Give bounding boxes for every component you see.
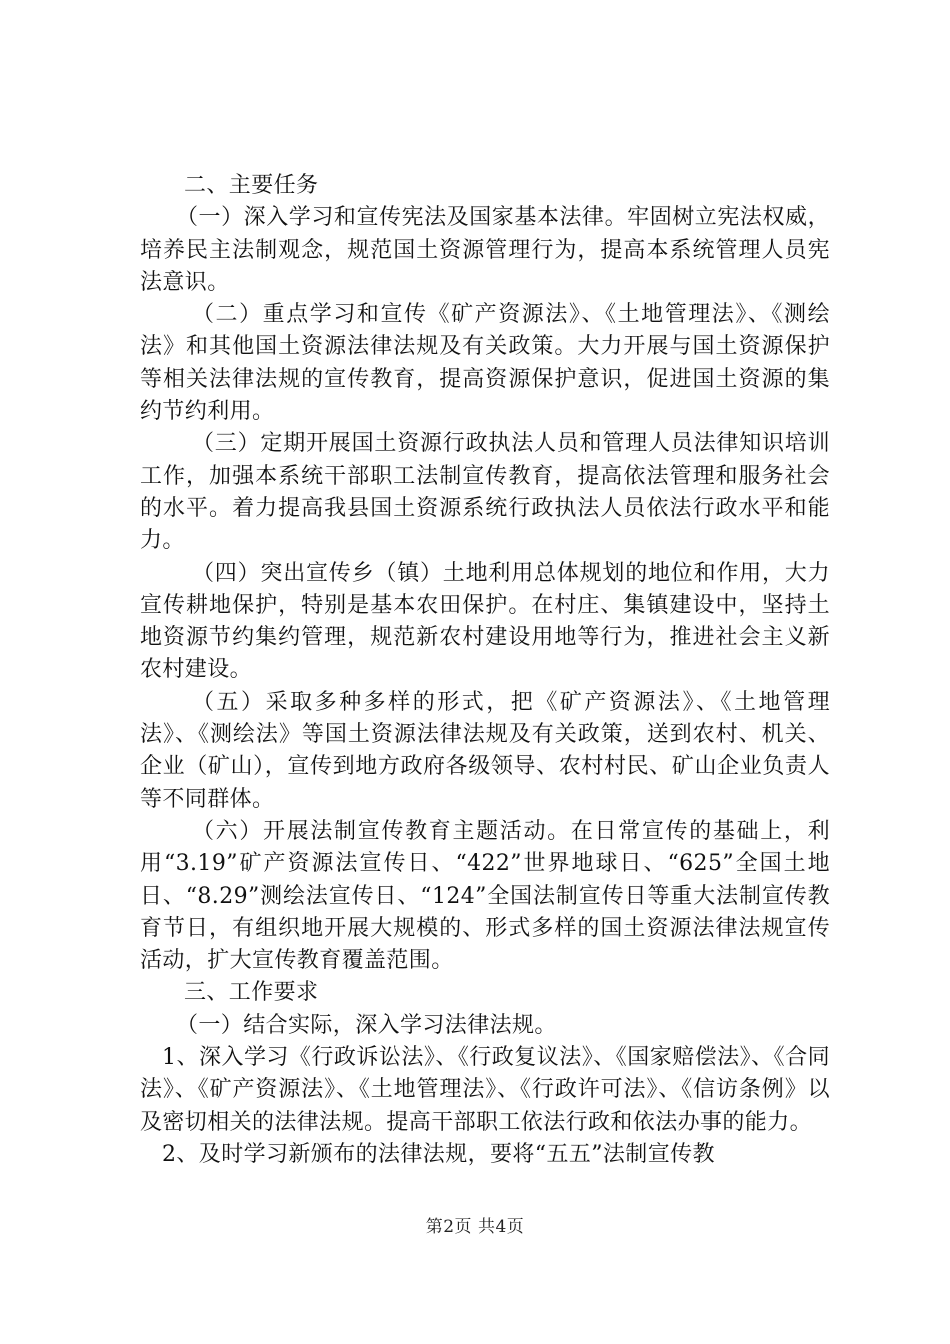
paragraph-task-4: （四）突出宣传乡（镇）土地利用总体规划的地位和作用，大力宣传耕地保护，特别是基本农田保护。在村庄、集镇建设中，坚持土地资源节约集约管理，规范新农村建设用地等行为，推进社会主义新农村建设。 [140, 560, 830, 683]
section-heading-main-tasks: 二、主要任务 [184, 173, 319, 198]
paragraph-task-5: （五）采取多种多样的形式，把《矿产资源法》、《土地管理法》、《测绘法》等国土资源法律法规及有关政策，送到农村、机关、企业（矿山），宣传到地方政府各级领导、农村村民、矿山企业负责人等不同群体。 [140, 689, 830, 812]
paragraph-task-2: （二）重点学习和宣传《矿产资源法》、《土地管理法》、《测绘法》和其他国土资源法律法规及有关政策。大力开展与国土资源保护等相关法律法规的宣传教育，提高资源保护意识，促进国土资源的集约节约利用。 [140, 302, 830, 425]
section-heading-work-requirements: 三、工作要求 [184, 980, 319, 1006]
paragraph-task-1: （一）深入学习和宣传宪法及国家基本法律。牢固树立宪法权威，培养民主法制观念，规范国土资源管理行为，提高本系统管理人员宪法意识。 [140, 205, 830, 295]
paragraph-task-3: （三）定期开展国土资源行政执法人员和管理人员法律知识培训工作，加强本系统干部职工法制宣传教育，提高依法管理和服务社会的水平。着力提高我县国土资源系统行政执法人员依法行政水平和能力。 [140, 431, 830, 554]
paragraph-requirement-1: （一）结合实际，深入学习法律法规。 [176, 1012, 557, 1038]
document-body [140, 170, 830, 1171]
page-number-footer: 第2页 共4页 [425, 1217, 525, 1237]
paragraph-requirement-1-item-1: 1、深入学习《行政诉讼法》、《行政复议法》、《国家赔偿法》、《合同法》、《矿产资源法》、《土地管理法》、《行政许可法》、《信访条例》以及密切相关的法律法规。提高干部职工依法行政和依法办事的能力。 [140, 1045, 830, 1135]
paragraph-task-6: （六）开展法制宣传教育主题活动。在日常宣传的基础上，利用“3.19”矿产资源法宣传日、“422”世界地球日、“625”全国土地日、“8.29”测绘法宣传日、“124”全国法制宣传日等重大法制宣传教育节日，有组织地开展大规模的、形式多样的国土资源法律法规宣传活动，扩大宣传教育覆盖范围。 [140, 818, 830, 974]
paragraph-requirement-1-item-2: 2、及时学习新颁布的法律法规，要将“五五”法制宣传教 [162, 1141, 715, 1167]
